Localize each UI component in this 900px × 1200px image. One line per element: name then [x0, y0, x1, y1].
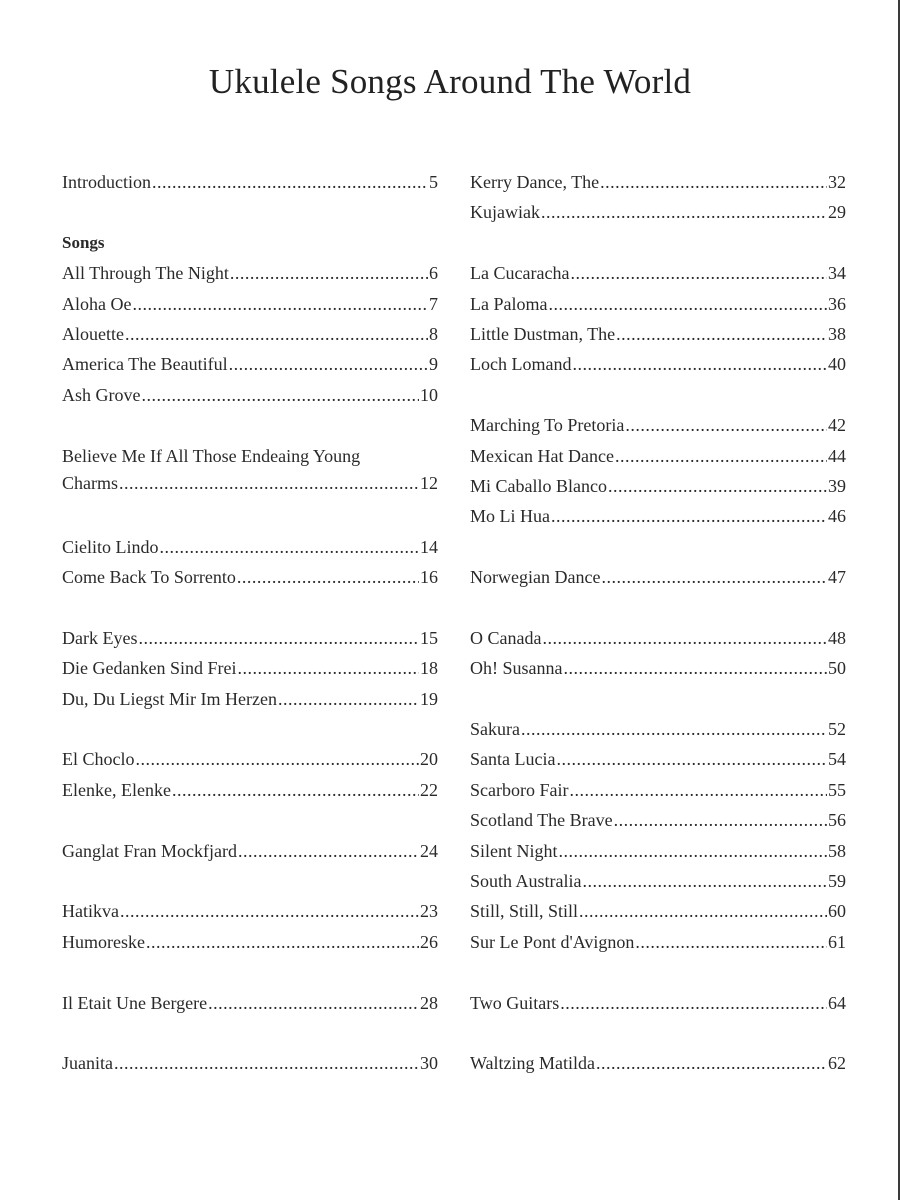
leader-dots: [596, 1048, 827, 1078]
leader-dots: [615, 441, 827, 471]
toc-entry-page: 19: [420, 688, 438, 709]
leader-dots: [521, 714, 827, 744]
toc-entry[interactable]: [470, 744, 846, 774]
toc-entry-label: Aloha Oe: [62, 293, 132, 314]
spacer: [470, 532, 846, 562]
spacer: [62, 957, 438, 987]
toc-entry-page: 29: [828, 202, 846, 223]
toc-entry[interactable]: [470, 167, 846, 197]
toc-entry[interactable]: [62, 927, 438, 957]
page-title: Ukulele Songs Around The World: [208, 62, 692, 101]
toc-entry[interactable]: [470, 197, 846, 227]
toc-entry-label: Elenke, Elenke: [62, 779, 171, 800]
leader-dots: [616, 319, 827, 349]
leader-dots: [570, 258, 827, 288]
leader-dots: [569, 775, 827, 805]
leader-dots: [560, 988, 827, 1018]
toc-entry-page: 24: [420, 840, 438, 861]
toc-entry-label: Marching To Pretoria: [470, 415, 625, 436]
toc-entry-label: Two Guitars: [470, 992, 560, 1013]
leader-dots: [541, 197, 827, 227]
leader-dots: [583, 866, 828, 896]
toc-entry-label: Mo Li Hua: [470, 506, 550, 527]
toc-entry-page: 36: [828, 293, 846, 314]
toc-entry-label: Mi Caballo Blanco: [470, 475, 607, 496]
leader-dots: [172, 775, 419, 805]
toc-entry-label: Juanita: [62, 1053, 113, 1074]
spacer: [470, 380, 846, 410]
toc-entry-label: La Cucaracha: [470, 263, 570, 284]
spacer: [470, 957, 846, 987]
leader-dots: [142, 380, 420, 410]
toc-entry-label: Oh! Susanna: [470, 658, 563, 679]
toc-entry[interactable]: [470, 927, 846, 957]
toc-entry-page: 30: [420, 1053, 438, 1074]
toc-entry-label: Ganglat Fran Mockfjard: [62, 840, 237, 861]
leader-dots: [625, 410, 827, 440]
toc-entry-page: 42: [828, 415, 846, 436]
spacer: [62, 714, 438, 744]
toc-entry[interactable]: [470, 289, 846, 319]
toc-entry-page: 16: [420, 567, 438, 588]
toc-entry[interactable]: [470, 623, 846, 653]
leader-dots: [600, 167, 827, 197]
leader-dots: [125, 319, 428, 349]
toc-entry[interactable]: [470, 501, 846, 531]
leader-dots: [132, 289, 428, 319]
toc-entry-page: 39: [828, 475, 846, 496]
toc-entry[interactable]: [62, 562, 438, 592]
toc-entry[interactable]: [62, 289, 438, 319]
toc-entry-page: 52: [828, 719, 846, 740]
toc-entry-page: 26: [420, 931, 438, 952]
toc-entry[interactable]: [62, 623, 438, 653]
spacer: [470, 228, 846, 258]
leader-dots: [564, 653, 828, 683]
spacer: [62, 501, 438, 531]
toc-entry-page: 44: [828, 445, 846, 466]
leader-dots: [136, 744, 420, 774]
toc-entry[interactable]: [470, 349, 846, 379]
toc-entry-label: Il Etait Une Bergere: [62, 992, 208, 1013]
toc-right-column: [470, 167, 846, 1079]
toc-entry-page: 34: [828, 263, 846, 284]
leader-dots: [551, 501, 827, 531]
toc-entry[interactable]: [62, 896, 438, 926]
toc-entry[interactable]: [62, 532, 438, 562]
toc-entry-label: Hatikva: [62, 901, 119, 922]
leader-dots: [237, 562, 419, 592]
leader-dots: [559, 836, 827, 866]
toc-entry-page: 62: [828, 1053, 846, 1074]
toc-entry-label: All Through The Night: [62, 263, 229, 284]
toc-entry-page: 23: [420, 901, 438, 922]
toc-entry[interactable]: [470, 805, 846, 835]
toc-entry-page: 7: [429, 293, 438, 314]
toc-entry[interactable]: [62, 258, 438, 288]
toc-entry-label: Alouette: [62, 323, 124, 344]
spacer: [470, 592, 846, 622]
toc-entry[interactable]: [470, 258, 846, 288]
toc-entry-label: Ash Grove: [62, 384, 141, 405]
toc-entry[interactable]: [62, 684, 438, 714]
toc-entry-label: Mexican Hat Dance: [470, 445, 614, 466]
leader-dots: [601, 562, 827, 592]
toc-entry[interactable]: [62, 349, 438, 379]
toc-entry-label: America The Beautiful: [62, 354, 228, 375]
toc-entry-page: 55: [828, 779, 846, 800]
toc-entry-page: 40: [828, 354, 846, 375]
toc-entry-page: 48: [828, 627, 846, 648]
leader-dots: [229, 349, 428, 379]
toc-entry[interactable]: [470, 653, 846, 683]
toc-entry[interactable]: [470, 866, 846, 896]
toc-entry-label: El Choclo: [62, 749, 135, 770]
toc-entry[interactable]: [62, 319, 438, 349]
spacer: [62, 410, 438, 440]
toc-entry-label: Die Gedanken Sind Frei: [62, 658, 237, 679]
toc-entry-label: Humoreske: [62, 931, 145, 952]
toc-entry[interactable]: [62, 744, 438, 774]
toc-entry-page: 64: [828, 992, 846, 1013]
leader-dots: [114, 1048, 419, 1078]
leader-dots: [635, 927, 827, 957]
toc-entry-label: La Paloma: [470, 293, 548, 314]
toc-entry-page: 32: [828, 172, 846, 192]
toc-entry[interactable]: [470, 319, 846, 349]
toc-entry-label: Cielito Lindo: [62, 536, 159, 557]
toc-entry[interactable]: [62, 653, 438, 683]
toc-entry[interactable]: [470, 988, 846, 1018]
toc-entry-page: 15: [420, 627, 438, 648]
spacer: [62, 866, 438, 896]
leader-dots: [614, 805, 827, 835]
spacer: [470, 1018, 846, 1048]
toc-entry[interactable]: [470, 441, 846, 471]
leader-dots: [138, 623, 419, 653]
leader-dots: [119, 465, 419, 502]
toc-entry-label: Du, Du Liegst Mir Im Herzen: [62, 688, 277, 709]
toc-entry-multiline[interactable]: [62, 441, 438, 502]
toc-entry-label: Kerry Dance, The: [470, 172, 600, 192]
leader-dots: [556, 744, 827, 774]
toc-entry[interactable]: [470, 714, 846, 744]
toc-entry-page: 20: [420, 749, 438, 770]
leader-dots: [120, 896, 419, 926]
songs-heading: Songs: [62, 232, 105, 252]
toc-entry-page: 12: [420, 472, 438, 493]
toc-entry-page: 54: [828, 749, 846, 770]
toc-entry-page: 8: [429, 323, 438, 344]
toc-entry-page: 9: [429, 354, 438, 375]
toc-entry-label: Waltzing Matilda: [470, 1053, 596, 1074]
toc-entry-label: Santa Lucia: [470, 749, 556, 770]
leader-dots: [237, 653, 419, 683]
toc-entry-page: 50: [828, 658, 846, 679]
toc-entry-page: 61: [828, 931, 846, 952]
toc-entry-page: 59: [828, 870, 846, 891]
spacer: [62, 197, 438, 227]
leader-dots: [579, 896, 827, 926]
leader-dots: [572, 349, 827, 379]
toc-entry[interactable]: [470, 775, 846, 805]
toc-entry-page: 14: [420, 536, 438, 557]
toc-entry[interactable]: [470, 410, 846, 440]
toc-entry-label: Loch Lomand: [470, 354, 572, 375]
toc-entry-page: 5: [429, 172, 438, 192]
toc-entry[interactable]: [470, 836, 846, 866]
toc-entry[interactable]: [62, 775, 438, 805]
leader-dots: [278, 684, 419, 714]
toc-entry-page: 18: [420, 658, 438, 679]
toc-entry-label: Still, Still, Still: [470, 901, 579, 922]
toc-entry-label-line1: Believe Me If All Those Endeaing Young: [62, 445, 361, 466]
toc-entry-label: Scarboro Fair: [470, 779, 569, 800]
toc-entry-label: Sur Le Pont d'Avignon: [470, 931, 635, 952]
toc-entry[interactable]: [470, 1048, 846, 1078]
toc-entry-page: 58: [828, 840, 846, 861]
toc-entry-label: O Canada: [470, 627, 542, 648]
toc-entry-label: Norwegian Dance: [470, 567, 601, 588]
toc-entry-label: Introduction: [62, 172, 151, 192]
toc-left-column: [62, 167, 438, 1079]
toc-entry-label: Sakura: [470, 719, 520, 740]
toc-entry[interactable]: [62, 380, 438, 410]
leader-dots: [542, 623, 827, 653]
toc-entry-label: Kujawiak: [470, 202, 540, 223]
leader-dots: [146, 927, 419, 957]
toc-entry-page: 60: [828, 901, 846, 922]
leader-dots: [152, 167, 428, 197]
toc-entry-label: Silent Night: [470, 840, 558, 861]
leader-dots: [160, 532, 420, 562]
toc-entry-page: 47: [828, 567, 846, 588]
toc-entry-page: 22: [420, 779, 438, 800]
spacer: [62, 1018, 438, 1048]
toc-entry-page: 38: [828, 323, 846, 344]
toc-entry-label: South Australia: [470, 870, 582, 891]
toc-entry-page: 6: [429, 263, 438, 284]
toc-entry-introduction[interactable]: [62, 167, 438, 197]
toc-entry[interactable]: [62, 1048, 438, 1078]
leader-dots: [608, 471, 827, 501]
leader-dots: [238, 836, 419, 866]
toc-entry-label-line2: Charms: [62, 472, 118, 493]
toc-entry-label: Little Dustman, The: [470, 323, 616, 344]
toc-entry-page: 28: [420, 992, 438, 1013]
spacer: [62, 805, 438, 835]
spacer: [62, 592, 438, 622]
toc-entry[interactable]: [470, 471, 846, 501]
toc-entry[interactable]: [62, 836, 438, 866]
spacer: [470, 684, 846, 714]
toc-entry[interactable]: [470, 562, 846, 592]
toc-entry[interactable]: [470, 896, 846, 926]
toc-entry-page: 46: [828, 506, 846, 527]
toc-entry-label: Come Back To Sorrento: [62, 567, 236, 588]
toc-entry-label: Dark Eyes: [62, 627, 138, 648]
toc-entry-page: 10: [420, 384, 438, 405]
toc-entry-page: 56: [828, 810, 846, 831]
toc-entry-label: Scotland The Brave: [470, 810, 613, 831]
leader-dots: [548, 289, 827, 319]
leader-dots: [230, 258, 428, 288]
leader-dots: [208, 988, 419, 1018]
toc-entry[interactable]: [62, 988, 438, 1018]
